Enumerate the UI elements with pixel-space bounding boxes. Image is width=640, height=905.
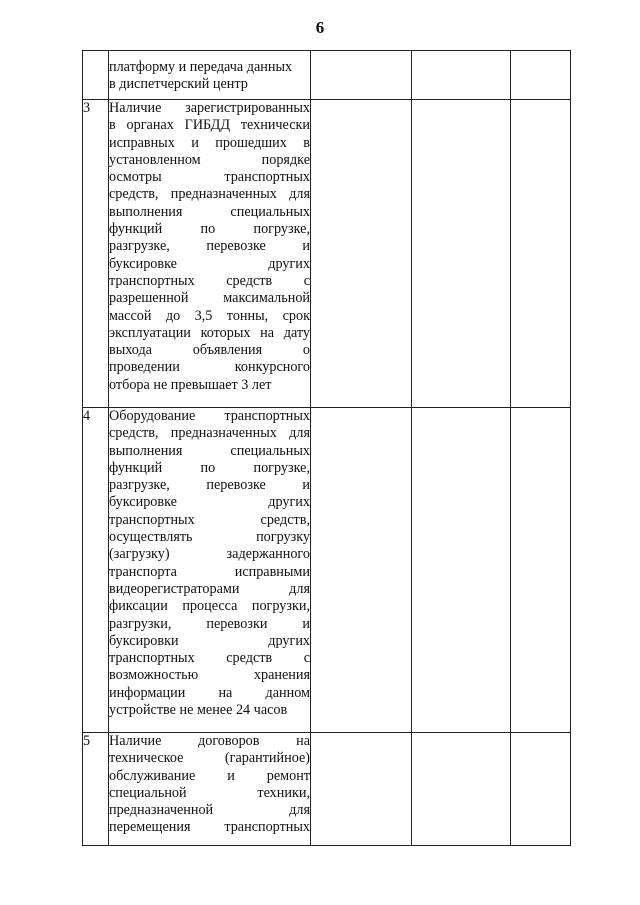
text-line: установленном порядке bbox=[109, 151, 310, 168]
text-line: эксплуатации которых на дату bbox=[109, 324, 310, 341]
text-line: фиксации процесса погрузки, bbox=[109, 598, 310, 615]
table-row bbox=[83, 100, 571, 408]
page-number: 6 bbox=[315, 18, 325, 37]
text-line: осмотры транспортных bbox=[109, 169, 310, 186]
text-line: платформу и передача данных bbox=[109, 59, 293, 75]
empty-cell-3 bbox=[311, 51, 412, 100]
empty-cell-5 bbox=[511, 51, 571, 100]
text-line: Наличие зарегистрированных bbox=[109, 100, 310, 116]
text-line: обслуживание и ремонт bbox=[109, 767, 310, 784]
text-line: разгрузки, перевозки и bbox=[109, 615, 310, 632]
text-line: видеорегистраторами для bbox=[109, 580, 310, 597]
text-line: предназначенной для bbox=[109, 802, 310, 819]
empty-cell-4 bbox=[412, 733, 511, 846]
text-line: выхода объявления о bbox=[109, 342, 310, 359]
text-line: разгрузке, перевозке и bbox=[109, 477, 310, 494]
text-line: исправных и прошедших в bbox=[109, 134, 310, 151]
text-line: буксировке других bbox=[109, 255, 310, 272]
table-row bbox=[83, 733, 571, 846]
text-line: разгрузке, перевозке и bbox=[109, 238, 310, 255]
text-line: функций по погрузке, bbox=[109, 459, 310, 476]
text-line: средств, предназначенных для bbox=[109, 186, 310, 203]
empty-cell-3 bbox=[311, 408, 412, 733]
text-line: выполнения специальных bbox=[109, 203, 310, 220]
empty-cell-5 bbox=[511, 733, 571, 846]
text-line: осуществлять погрузку bbox=[109, 529, 310, 546]
text-line: буксировки других bbox=[109, 632, 310, 649]
empty-cell-4 bbox=[412, 408, 511, 733]
empty-cell-5 bbox=[511, 100, 571, 408]
text-line: массой до 3,5 тонны, срок bbox=[109, 307, 310, 324]
text-line: Наличие договоров на bbox=[109, 733, 310, 749]
text-line: отбора не превышает 3 лет bbox=[109, 376, 272, 393]
text-line: средств, предназначенных для bbox=[109, 425, 310, 442]
criterion-text bbox=[109, 408, 311, 733]
text-line: разрешенной максимальной bbox=[109, 290, 310, 307]
text-line: возможностью хранения bbox=[109, 667, 310, 684]
text-line: Оборудование транспортных bbox=[109, 408, 310, 424]
empty-cell-4 bbox=[412, 51, 511, 100]
row-number bbox=[83, 51, 109, 100]
text-line: устройстве не менее 24 часов bbox=[109, 702, 288, 719]
criterion-text bbox=[109, 100, 311, 408]
empty-cell-5 bbox=[511, 408, 571, 733]
criterion-text bbox=[109, 51, 311, 100]
text-line: выполнения специальных bbox=[109, 442, 310, 459]
text-line: транспортных средств, bbox=[109, 511, 310, 528]
requirements-table bbox=[82, 50, 571, 846]
table-row bbox=[83, 408, 571, 733]
row-number: 4 bbox=[83, 408, 109, 733]
text-line: транспорта исправными bbox=[109, 563, 310, 580]
table-row bbox=[83, 51, 571, 100]
text-line: перемещения транспортных bbox=[109, 819, 310, 836]
text-line: техническое (гарантийное) bbox=[109, 750, 310, 767]
text-line: функций по погрузке, bbox=[109, 221, 310, 238]
empty-cell-3 bbox=[311, 100, 412, 408]
text-line: буксировке других bbox=[109, 494, 310, 511]
text-line: транспортных средств с bbox=[109, 272, 310, 289]
empty-cell-3 bbox=[311, 733, 412, 846]
text-line: специальной техники, bbox=[109, 784, 310, 801]
row-number: 5 bbox=[83, 733, 109, 846]
empty-cell-4 bbox=[412, 100, 511, 408]
text-line: в органах ГИБДД технически bbox=[109, 117, 310, 134]
text-line: в диспетчерский центр bbox=[109, 76, 248, 93]
text-line: (загрузку) задержанного bbox=[109, 546, 310, 563]
criterion-text bbox=[109, 733, 311, 846]
text-line: информации на данном bbox=[109, 684, 310, 701]
row-number: 3 bbox=[83, 100, 109, 408]
text-line: транспортных средств с bbox=[109, 650, 310, 667]
text-line: проведении конкурсного bbox=[109, 359, 310, 376]
